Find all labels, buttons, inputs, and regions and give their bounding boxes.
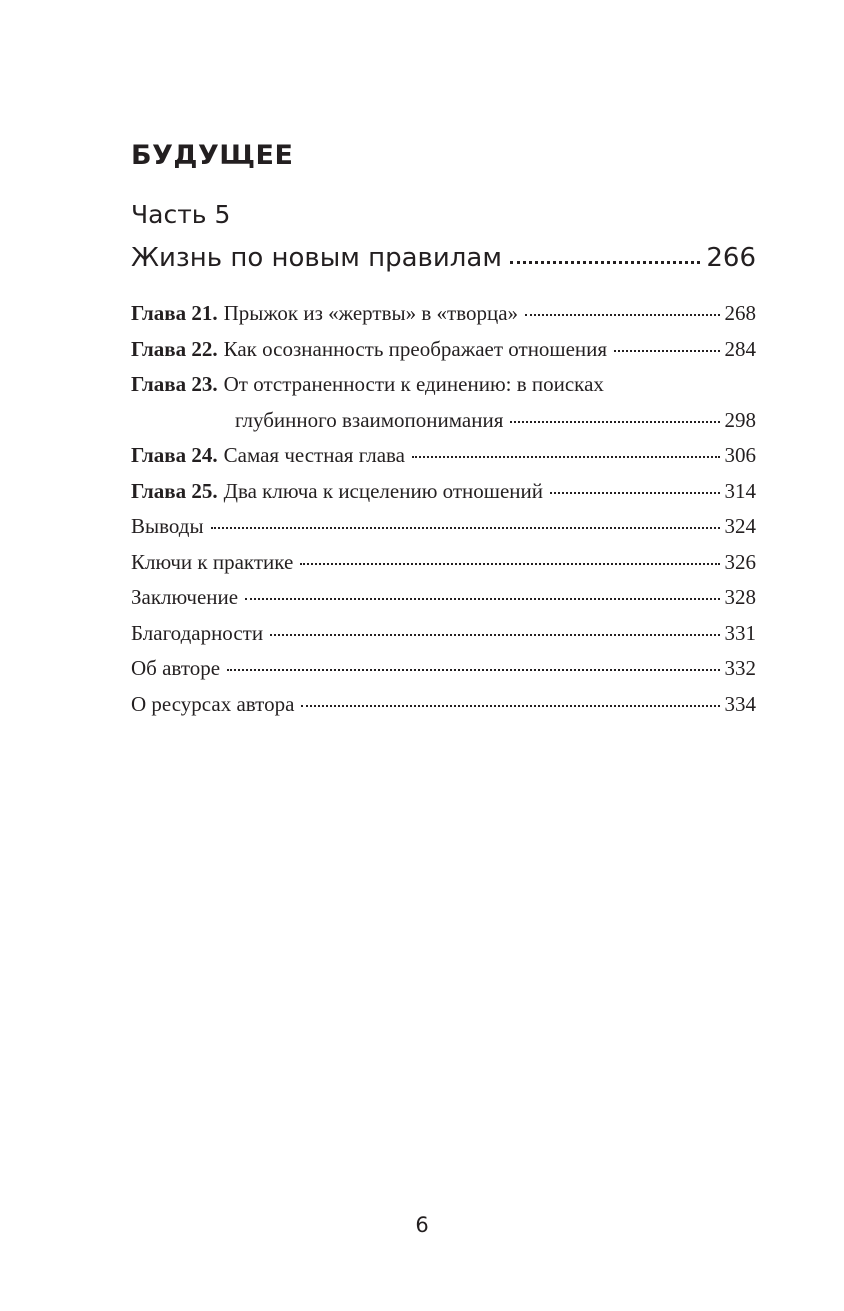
chapter-number: Глава 22. [131,336,218,361]
dot-leader [510,421,719,423]
chapter-title-continued: глубинного взаимопонимания [235,407,504,432]
entry-page-number: 332 [724,656,756,680]
entry-title: Благодарности [131,620,264,645]
toc-entries [131,296,756,722]
dot-leader [300,563,719,565]
entry-page-number: 334 [724,691,756,716]
entry-page-number: 331 [724,620,756,645]
dot-leader [614,350,719,352]
toc-entry-chapter-21 [131,296,756,332]
part-title: Жизнь по новым правилам [131,243,502,273]
toc-entry-chapter-24 [131,438,756,474]
chapter-number: Глава 21. [131,301,218,325]
entry-page-number: 268 [724,301,756,325]
chapter-title: Самая честная глава [223,443,406,467]
part-page-number: 266 [706,243,756,273]
chapter-title: От отстраненности к единению: в поисках [223,372,604,396]
entry-page-number: 306 [724,443,756,467]
chapter-number: Глава 25. [131,478,218,503]
dot-leader [227,669,719,671]
chapter-title: Два ключа к исцелению отношений [223,478,543,503]
toc-entry-practice-keys [131,545,756,581]
dot-leader [412,456,719,458]
chapter-title: Прыжок из «жертвы» в «творца» [223,301,519,325]
entry-page-number: 328 [724,585,756,609]
dot-leader [245,598,719,600]
dot-leader [510,261,700,264]
toc-entry-about-author [131,651,756,687]
part-label: Часть 5 [131,200,231,229]
chapter-number: Глава 24. [131,443,218,467]
entry-page-number: 326 [724,549,756,574]
toc-entry-conclusions [131,509,756,545]
toc-entry-conclusion [131,580,756,616]
dot-leader [211,527,720,529]
entry-page-number: 284 [724,336,756,361]
toc-entry-author-resources [131,687,756,723]
toc-entry-chapter-22 [131,332,756,368]
page-number: 6 [415,1213,429,1237]
entry-title: Об авторе [131,656,221,680]
dot-leader [525,314,719,316]
entry-title: Заключение [131,585,239,609]
entry-page-number: 298 [724,407,756,432]
dot-leader [270,634,719,636]
toc-entry-chapter-23 [131,367,756,438]
entry-page-number: 314 [724,478,756,503]
section-title: БУДУЩЕЕ [131,140,294,171]
toc-entry-chapter-25 [131,474,756,510]
entry-title: О ресурсах автора [131,691,295,716]
entry-title: Ключи к практике [131,549,294,574]
entry-page-number: 324 [724,514,756,538]
dot-leader [550,492,720,494]
toc-entry-acknowledgements [131,616,756,652]
entry-title: Выводы [131,514,204,538]
dot-leader [301,705,719,707]
part-title-row [131,243,756,274]
chapter-title: Как осознанность преображает отношения [223,336,608,361]
chapter-number: Глава 23. [131,372,218,396]
